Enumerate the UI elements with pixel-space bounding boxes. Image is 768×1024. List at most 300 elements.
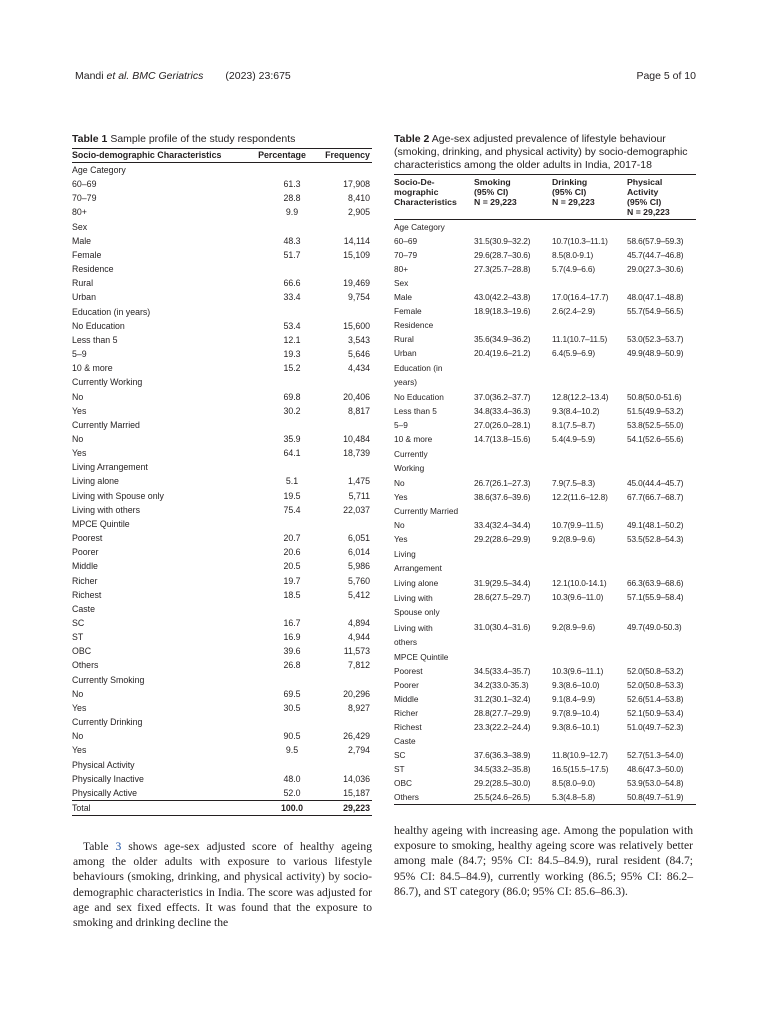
table-1-row — [72, 658, 372, 672]
smoking-cell — [474, 446, 552, 476]
row-label: SC — [72, 618, 85, 628]
percentage-cell: 20.7 — [283, 533, 301, 544]
activity-cell: 51.5(49.9–53.2) — [627, 406, 684, 416]
row-label: 60–69 — [72, 179, 97, 190]
smoking-cell: 43.0(42.2–43.8) — [474, 292, 531, 302]
frequency-cell — [322, 305, 372, 319]
frequency-cell: 15,109 — [343, 249, 370, 260]
frequency-cell: 4,894 — [347, 618, 370, 628]
table-2-row — [394, 692, 696, 706]
percentage-cell: 30.5 — [283, 702, 301, 713]
row-label: Living Arrangement — [72, 462, 148, 473]
percentage-cell: 19.5 — [283, 490, 301, 501]
table-1-row — [72, 644, 372, 658]
table-1-row — [72, 786, 372, 801]
table-2-group-row — [394, 446, 696, 476]
percentage-cell: 75.4 — [283, 504, 301, 515]
table-1-group-row — [72, 418, 372, 432]
smoking-cell: 28.6(27.5–29.7) — [474, 592, 531, 602]
percentage-cell: 20.5 — [283, 561, 301, 572]
smoking-cell — [474, 276, 552, 290]
frequency-cell: 20,296 — [343, 688, 370, 699]
row-label: Richer — [394, 708, 418, 718]
frequency-cell: 18,739 — [343, 448, 370, 459]
header-volume: (2023) 23:675 — [225, 70, 291, 82]
drinking-cell: 10.3(9.6–11.0) — [552, 592, 604, 602]
row-label: MPCE Quintile — [394, 652, 449, 662]
percentage-cell — [242, 673, 322, 687]
drinking-cell — [552, 220, 627, 235]
drinking-cell: 9.3(8.6–10.0) — [552, 680, 600, 690]
table-2-title: Age-sex adjusted prevalence of lifestyle behaviour (smoking, drinking, and physical activity) by socio-demographic characteristics among the older adults in India, 2017-18 — [394, 133, 688, 171]
table-2-row — [394, 234, 696, 248]
table-2-row — [394, 390, 696, 404]
column-header: Drinking (95% CI) N = 29,223 — [552, 177, 595, 207]
table-2-row — [394, 332, 696, 346]
drinking-cell: 9.2(8.9–9.6) — [552, 622, 595, 632]
table-2-row — [394, 476, 696, 490]
drinking-cell: 6.4(5.9–6.9) — [552, 348, 595, 358]
row-label: MPCE Quintile — [72, 518, 130, 529]
smoking-cell: 31.0(30.4–31.6) — [474, 622, 531, 632]
percentage-cell: 9.5 — [285, 745, 299, 756]
table-3-link[interactable]: 3 — [115, 840, 122, 853]
smoking-cell: 35.6(34.9–36.2) — [474, 334, 531, 344]
smoking-cell: 34.8(33.4–36.3) — [474, 406, 531, 416]
row-label: Rural — [72, 278, 94, 289]
smoking-cell: 26.7(26.1–27.3) — [474, 478, 531, 488]
table-2-row — [394, 776, 696, 790]
drinking-cell: 9.3(8.4–10.2) — [552, 406, 600, 416]
activity-cell: 49.9(48.9–50.9) — [627, 348, 684, 358]
activity-cell: 49.1(48.1–50.2) — [627, 520, 684, 530]
table-2-row — [394, 262, 696, 276]
table-1-row — [72, 687, 372, 701]
frequency-cell: 9,754 — [347, 292, 370, 303]
table-2-group-row — [394, 276, 696, 290]
frequency-cell: 5,646 — [347, 349, 370, 360]
column-header: Socio-demographic Characteristics — [72, 150, 222, 160]
activity-cell: 52.0(50.8–53.3) — [627, 680, 684, 690]
activity-cell: 57.1(55.9–58.4) — [627, 592, 684, 602]
percentage-cell: 19.3 — [283, 349, 301, 360]
table-1-row — [72, 574, 372, 588]
table-1-total-row — [72, 801, 372, 816]
row-label: 5–9 — [394, 420, 408, 430]
frequency-cell: 15,600 — [343, 320, 370, 331]
row-label: SC — [394, 750, 406, 760]
table-2-row — [394, 304, 696, 318]
drinking-cell: 17.0(16.4–17.7) — [552, 292, 609, 302]
drinking-cell: 8.5(8.0–9.0) — [552, 778, 595, 788]
row-label: OBC — [72, 646, 92, 657]
smoking-cell: 33.4(32.4–34.4) — [474, 520, 531, 530]
row-label: Currently Drinking — [72, 717, 143, 728]
row-label: Yes — [72, 745, 87, 756]
table-1-row — [72, 474, 372, 488]
drinking-cell: 12.2(11.6–12.8) — [552, 492, 608, 502]
row-label: Living alone — [72, 476, 119, 487]
frequency-cell — [322, 460, 372, 474]
row-label: Living with others — [72, 504, 140, 515]
smoking-cell: 29.2(28.6–29.9) — [474, 534, 531, 544]
table-1-row — [72, 205, 372, 219]
table-2-caption — [394, 133, 696, 172]
activity-cell: 48.6(47.3–50.0) — [627, 764, 684, 774]
page-number: Page 5 of 10 — [636, 70, 696, 82]
table-2-row — [394, 620, 696, 650]
row-label: Currently Smoking — [72, 674, 145, 685]
percentage-cell — [242, 375, 322, 389]
percentage-cell — [242, 163, 322, 178]
activity-cell: 48.0(47.1–48.8) — [627, 292, 684, 302]
percentage-cell: 16.9 — [283, 632, 301, 643]
drinking-cell: 9.3(8.6–10.1) — [552, 722, 600, 732]
row-label: OBC — [394, 778, 412, 788]
row-label: 60–69 — [394, 236, 418, 246]
table-2-row — [394, 748, 696, 762]
percentage-cell — [242, 305, 322, 319]
drinking-cell: 8.1(7.5–8.7) — [552, 420, 595, 430]
row-label: 10 & more — [394, 434, 433, 444]
frequency-cell: 11,573 — [343, 646, 370, 657]
drinking-cell: 5.7(4.9–6.6) — [552, 264, 595, 274]
smoking-cell — [474, 546, 552, 576]
drinking-cell — [552, 734, 627, 748]
drinking-cell — [552, 504, 627, 518]
frequency-cell: 10,484 — [343, 433, 370, 444]
row-label: Currently Married — [72, 419, 140, 430]
table-1-row — [72, 191, 372, 205]
percentage-cell: 100.0 — [242, 801, 322, 816]
smoking-cell: 38.6(37.6–39.6) — [474, 492, 531, 502]
drinking-cell: 11.8(10.9–12.7) — [552, 750, 608, 760]
row-label: Yes — [72, 702, 87, 713]
table-2-row — [394, 404, 696, 418]
row-label: 70–79 — [394, 250, 418, 260]
drinking-cell — [552, 276, 627, 290]
row-label: Living with Spouse only — [394, 593, 440, 617]
smoking-cell: 34.2(33.0-35.3) — [474, 680, 529, 690]
table-1-row — [72, 432, 372, 446]
smoking-cell: 25.5(24.6–26.5) — [474, 790, 552, 805]
row-label: No — [394, 478, 405, 488]
row-label: Sex — [394, 278, 409, 288]
frequency-cell — [322, 715, 372, 729]
table-2-group-row — [394, 504, 696, 518]
paragraph-text: Table — [83, 840, 116, 853]
smoking-cell: 37.6(36.3–38.9) — [474, 750, 531, 760]
header-authors: Mandi — [75, 70, 104, 82]
smoking-cell: 34.5(33.2–35.8) — [474, 764, 531, 774]
row-label: Caste — [72, 603, 95, 614]
percentage-cell — [242, 262, 322, 276]
row-label: Male — [394, 292, 412, 302]
paragraph-text: shows age-sex adjusted score of healthy ageing among the older adults with exposure to various lifestyle behaviours (smoking, drinking, and physical activity) by socio-demographic characteristics in India. The score was adjusted for age and sex fixed effects. It was found that the exposure to smoking and drinking decline the — [73, 840, 372, 930]
row-label: 10 & more — [72, 363, 113, 374]
table-2-label: Table 2 — [394, 133, 430, 145]
table-1-group-row — [72, 375, 372, 389]
smoking-cell: 31.9(29.5–34.4) — [474, 578, 531, 588]
drinking-cell: 7.9(7.5–8.3) — [552, 478, 595, 488]
percentage-cell: 66.6 — [283, 278, 301, 289]
smoking-cell: 29.2(28.5–30.0) — [474, 778, 531, 788]
row-label: Yes — [72, 405, 87, 416]
frequency-cell: 4,434 — [347, 363, 370, 374]
table-1-row — [72, 729, 372, 743]
drinking-cell: 10.7(9.9–11.5) — [552, 520, 604, 530]
table-1-row — [72, 772, 372, 786]
percentage-cell: 48.3 — [283, 235, 301, 246]
frequency-cell: 22,037 — [343, 504, 370, 515]
row-label: Education (in years) — [72, 306, 151, 317]
table-2-row — [394, 432, 696, 446]
frequency-cell: 8,927 — [347, 702, 370, 713]
smoking-cell: 23.3(22.2–24.4) — [474, 722, 531, 732]
frequency-cell: 2,905 — [347, 207, 370, 218]
frequency-cell — [322, 163, 372, 178]
row-label: Physically Inactive — [72, 773, 144, 784]
smoking-cell — [474, 734, 552, 748]
table-1-group-row — [72, 460, 372, 474]
table-1-group-row — [72, 602, 372, 616]
activity-cell: 51.0(49.7–52.3) — [627, 722, 684, 732]
row-label: Poorer — [72, 547, 99, 558]
table-1-row — [72, 743, 372, 757]
drinking-cell: 5.4(4.9–5.9) — [552, 434, 595, 444]
activity-cell: 53.9(53.0–54.8) — [627, 778, 684, 788]
table-1 — [72, 133, 372, 816]
table-1-row — [72, 248, 372, 262]
percentage-cell: 35.9 — [283, 433, 301, 444]
drinking-cell — [552, 318, 627, 332]
frequency-cell — [322, 220, 372, 234]
row-label: Richer — [72, 575, 98, 586]
percentage-cell — [242, 220, 322, 234]
activity-cell: 67.7(66.7–68.7) — [627, 492, 684, 502]
frequency-cell: 8,817 — [347, 405, 370, 416]
drinking-cell: 12.8(12.2–13.4) — [552, 392, 609, 402]
drinking-cell — [552, 546, 627, 576]
table-1-row — [72, 319, 372, 333]
frequency-cell: 6,014 — [347, 547, 370, 558]
row-label: Yes — [72, 448, 87, 459]
percentage-cell: 53.4 — [283, 320, 301, 331]
percentage-cell: 90.5 — [283, 731, 301, 742]
table-2-row — [394, 678, 696, 692]
table-2-row — [394, 590, 696, 620]
table-2-row — [394, 706, 696, 720]
table-1-row — [72, 701, 372, 715]
frequency-cell: 19,469 — [343, 278, 370, 289]
percentage-cell: 30.2 — [283, 405, 301, 416]
activity-cell — [627, 734, 696, 748]
row-label: Currently Married — [394, 506, 459, 516]
row-label: Less than 5 — [72, 334, 118, 345]
row-label: Richest — [72, 589, 102, 600]
table-1-row — [72, 361, 372, 375]
row-label: Physically Active — [72, 787, 138, 798]
table-1-row — [72, 276, 372, 290]
percentage-cell — [242, 758, 322, 772]
row-label: Living with Spouse only — [72, 490, 164, 501]
row-label: Poorest — [72, 533, 103, 544]
column-header: Smoking (95% CI) N = 29,223 — [474, 177, 517, 207]
table-1-row — [72, 630, 372, 644]
activity-cell: 54.1(52.6–55.6) — [627, 434, 684, 444]
activity-cell: 53.8(52.5–55.0) — [627, 420, 684, 430]
frequency-cell: 5,412 — [347, 589, 370, 600]
table-1-group-row — [72, 715, 372, 729]
column-header: Percentage — [258, 150, 306, 160]
table-2-row — [394, 790, 696, 805]
table-1-row — [72, 489, 372, 503]
row-label: No — [72, 433, 84, 444]
smoking-cell: 14.7(13.8–15.6) — [474, 434, 531, 444]
table-2-group-row — [394, 318, 696, 332]
percentage-cell: 61.3 — [283, 179, 301, 190]
table-1-group-row — [72, 673, 372, 687]
frequency-cell: 5,711 — [348, 490, 370, 501]
drinking-cell: 10.7(10.3–11.1) — [552, 236, 608, 246]
frequency-cell — [322, 375, 372, 389]
row-label: Male — [72, 235, 92, 246]
activity-cell — [627, 318, 696, 332]
row-label: Less than 5 — [394, 406, 437, 416]
percentage-cell: 52.0 — [283, 787, 301, 798]
smoking-cell: 31.5(30.9–32.2) — [474, 236, 531, 246]
row-label: Richest — [394, 722, 422, 732]
drinking-cell: 9.2(8.9–9.6) — [552, 534, 595, 544]
table-1-group-row — [72, 220, 372, 234]
activity-cell — [627, 220, 696, 235]
smoking-cell: 18.9(18.3–19.6) — [474, 306, 531, 316]
table-2-group-row — [394, 734, 696, 748]
frequency-cell: 20,406 — [343, 391, 370, 402]
drinking-cell: 8.5(8.0-9.1) — [552, 250, 594, 260]
row-label: Residence — [72, 264, 114, 275]
row-label: Physical Activity — [72, 759, 135, 770]
row-label: 70–79 — [72, 193, 97, 204]
table-1-row — [72, 290, 372, 304]
row-label: No Education — [72, 320, 125, 331]
activity-cell — [627, 650, 696, 664]
percentage-cell: 26.8 — [283, 660, 301, 671]
table-2-row — [394, 762, 696, 776]
drinking-cell: 10.3(9.6–11.1) — [552, 666, 604, 676]
table-2-row — [394, 248, 696, 262]
row-label: 80+ — [394, 264, 409, 274]
percentage-cell: 33.4 — [283, 292, 301, 303]
row-label: Total — [72, 801, 242, 816]
table-2-row — [394, 576, 696, 590]
drinking-cell — [552, 446, 627, 476]
table-1-row — [72, 559, 372, 573]
row-label: Caste — [394, 736, 416, 746]
body-paragraph-left — [73, 839, 372, 930]
drinking-cell: 2.6(2.4–2.9) — [552, 306, 595, 316]
activity-cell: 50.8(50.0-51.6) — [627, 392, 682, 402]
table-1-row — [72, 404, 372, 418]
percentage-cell: 9.9 — [285, 207, 299, 218]
percentage-cell: 69.5 — [283, 688, 301, 699]
frequency-cell: 7,812 — [347, 660, 370, 671]
row-label: Poorer — [394, 680, 419, 690]
table-1-label: Table 1 — [72, 133, 108, 145]
frequency-cell — [322, 602, 372, 616]
frequency-cell: 5,760 — [347, 575, 370, 586]
table-1-row — [72, 333, 372, 347]
smoking-cell — [474, 360, 552, 390]
smoking-cell: 34.5(33.4–35.7) — [474, 666, 531, 676]
table-1-row — [72, 503, 372, 517]
drinking-cell: 9.7(8.9–10.4) — [552, 708, 600, 718]
body-paragraph-right: healthy ageing with increasing age. Among the population with exposure to smoking, healthy ageing score was relatively better among male (84.7; 95% CI: 84.5–84.9), rural resident (84.7; 95% CI: 84.5–84.9), currently working (86.5; 95% CI: 86.2–86.7), and ST category (86.0; 95% CI: 85.6–86.3). — [394, 824, 693, 898]
drinking-cell: 9.1(8.4–9.9) — [552, 694, 595, 704]
smoking-cell — [474, 220, 552, 235]
table-1-group-row — [72, 305, 372, 319]
activity-cell: 52.1(50.9–53.4) — [627, 708, 684, 718]
activity-cell: 49.7(49.0-50.3) — [627, 622, 682, 632]
activity-cell: 66.3(63.9–68.6) — [627, 578, 684, 588]
table-2-row — [394, 720, 696, 734]
table-2-row — [394, 532, 696, 546]
row-label: No — [394, 520, 405, 530]
row-label: Female — [394, 306, 422, 316]
row-label: Others — [72, 660, 99, 671]
frequency-cell: 15,187 — [343, 787, 370, 798]
smoking-cell: 29.6(28.7–30.6) — [474, 250, 531, 260]
table-2-row — [394, 346, 696, 360]
table-1-row — [72, 531, 372, 545]
row-label: Yes — [394, 492, 408, 502]
table-2-row — [394, 664, 696, 678]
activity-cell: 53.5(52.8–54.3) — [627, 534, 684, 544]
frequency-cell: 1,475 — [347, 476, 370, 487]
row-label: ST — [394, 764, 405, 774]
table-2 — [394, 133, 696, 805]
percentage-cell: 5.1 — [285, 476, 299, 487]
percentage-cell: 64.1 — [283, 448, 301, 459]
row-label: Poorest — [394, 666, 423, 676]
row-label: Yes — [394, 534, 408, 544]
smoking-cell: 27.3(25.7–28.8) — [474, 264, 531, 274]
row-label: Middle — [394, 694, 419, 704]
table-2-group-row — [394, 220, 696, 235]
table-1-group-row — [72, 163, 372, 178]
percentage-cell: 69.8 — [283, 391, 301, 402]
smoking-cell — [474, 318, 552, 332]
percentage-cell: 51.7 — [283, 249, 301, 260]
percentage-cell: 28.8 — [283, 193, 301, 204]
row-label: Education (in years) — [394, 363, 443, 387]
percentage-cell: 15.2 — [283, 363, 301, 374]
row-label: 5–9 — [72, 349, 87, 360]
percentage-cell: 19.7 — [283, 575, 301, 586]
table-1-group-row — [72, 758, 372, 772]
row-label: Rural — [394, 334, 414, 344]
percentage-cell — [242, 602, 322, 616]
row-label: Middle — [72, 561, 98, 572]
row-label: Urban — [72, 292, 96, 303]
smoking-cell: 28.8(27.7–29.9) — [474, 708, 531, 718]
frequency-cell: 17,908 — [343, 179, 370, 190]
smoking-cell: 37.0(36.2–37.7) — [474, 392, 531, 402]
frequency-cell: 6,051 — [347, 533, 370, 544]
drinking-cell — [552, 650, 627, 664]
row-label: Currently Working — [394, 449, 428, 473]
activity-cell: 55.7(54.9–56.5) — [627, 306, 684, 316]
